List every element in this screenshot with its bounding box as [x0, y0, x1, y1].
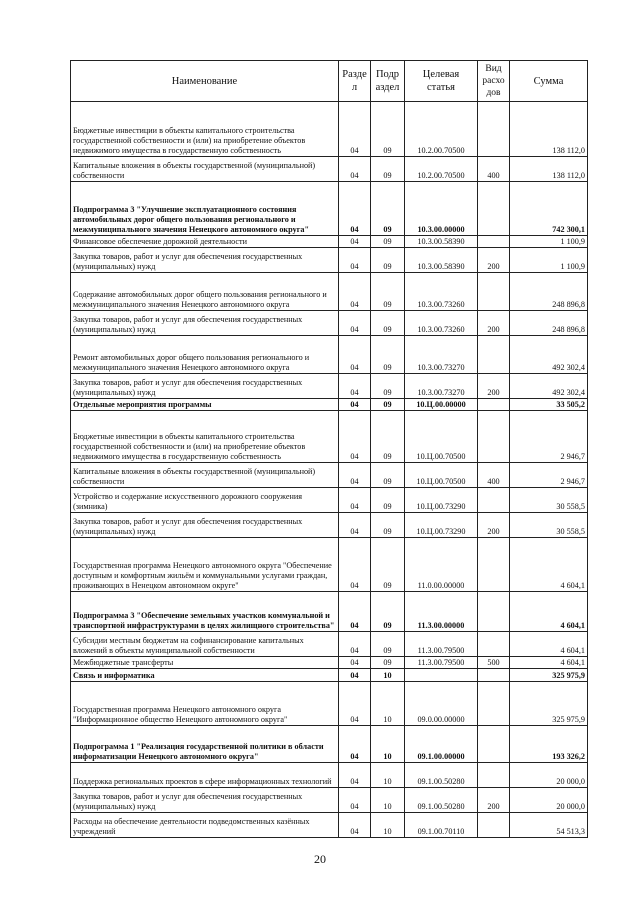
- cell-expense-type: [478, 399, 510, 411]
- cell-expense-type: [478, 632, 510, 657]
- header-name: Наименование: [71, 61, 339, 102]
- cell-expense-type: [478, 682, 510, 726]
- cell-target: 11.3.00.79500: [405, 632, 478, 657]
- cell-expense-type: 400: [478, 463, 510, 488]
- cell-name: Поддержка региональных проектов в сфере информационных технологий: [71, 763, 339, 788]
- cell-subsection: 10: [371, 726, 405, 763]
- table-row: [71, 726, 588, 763]
- cell-target: 10.2.00.70500: [405, 102, 478, 157]
- cell-name: Бюджетные инвестиции в объекты капитального строительства государственной собственности и (или) на приобретение объектов недвижимого имущества в государственную собственность: [71, 102, 339, 157]
- table-row: [71, 513, 588, 538]
- table-row: [71, 157, 588, 182]
- cell-subsection: 10: [371, 813, 405, 838]
- cell-amount: 4 604,1: [510, 657, 588, 669]
- cell-amount: 325 975,9: [510, 669, 588, 682]
- table-row: [71, 463, 588, 488]
- cell-target: 10.Ц.00.73290: [405, 488, 478, 513]
- table-row: [71, 682, 588, 726]
- cell-target: [405, 669, 478, 682]
- cell-amount: 33 505,2: [510, 399, 588, 411]
- cell-target: 10.3.00.58390: [405, 236, 478, 248]
- cell-amount: 248 896,8: [510, 311, 588, 336]
- table-row: [71, 374, 588, 399]
- cell-expense-type: [478, 488, 510, 513]
- table-row: [71, 248, 588, 273]
- cell-expense-type: 200: [478, 513, 510, 538]
- cell-name: Отдельные мероприятия программы: [71, 399, 339, 411]
- cell-expense-type: 200: [478, 248, 510, 273]
- cell-amount: 248 896,8: [510, 273, 588, 311]
- cell-amount: 20 000,0: [510, 763, 588, 788]
- cell-expense-type: [478, 669, 510, 682]
- cell-name: Капитальные вложения в объекты государственной (муниципальной) собственности: [71, 463, 339, 488]
- cell-target: 11.3.00.79500: [405, 657, 478, 669]
- cell-subsection: 09: [371, 374, 405, 399]
- cell-amount: 2 946,7: [510, 411, 588, 463]
- cell-section: 04: [339, 182, 371, 236]
- cell-name: Устройство и содержание искусственного дорожного сооружения (зимника): [71, 488, 339, 513]
- cell-target: 10.3.00.73270: [405, 374, 478, 399]
- cell-subsection: 09: [371, 273, 405, 311]
- cell-target: 10.Ц.00.00000: [405, 399, 478, 411]
- cell-expense-type: [478, 538, 510, 592]
- cell-target: 10.3.00.58390: [405, 248, 478, 273]
- header-section: Разде л: [339, 61, 371, 102]
- cell-section: 04: [339, 311, 371, 336]
- cell-subsection: 09: [371, 311, 405, 336]
- cell-subsection: 10: [371, 682, 405, 726]
- cell-name: Подпрограмма 1 "Реализация государственной политики в области информатизации Ненецкого автономного округа": [71, 726, 339, 763]
- table-row: [71, 102, 588, 157]
- cell-amount: 54 513,3: [510, 813, 588, 838]
- cell-expense-type: [478, 592, 510, 632]
- cell-subsection: 09: [371, 248, 405, 273]
- cell-amount: 4 604,1: [510, 632, 588, 657]
- cell-subsection: 09: [371, 632, 405, 657]
- cell-amount: 138 112,0: [510, 157, 588, 182]
- cell-section: 04: [339, 813, 371, 838]
- cell-section: 04: [339, 336, 371, 374]
- cell-subsection: 09: [371, 592, 405, 632]
- cell-amount: 492 302,4: [510, 374, 588, 399]
- cell-section: 04: [339, 763, 371, 788]
- cell-expense-type: 500: [478, 657, 510, 669]
- cell-amount: 4 604,1: [510, 538, 588, 592]
- cell-expense-type: [478, 102, 510, 157]
- cell-section: 04: [339, 399, 371, 411]
- header-expense-type: Вид расхо дов: [478, 61, 510, 102]
- cell-subsection: 09: [371, 513, 405, 538]
- table-row: [71, 411, 588, 463]
- cell-expense-type: [478, 763, 510, 788]
- cell-amount: 193 326,2: [510, 726, 588, 763]
- cell-subsection: 09: [371, 488, 405, 513]
- table-row: [71, 763, 588, 788]
- cell-target: 10.3.00.73260: [405, 273, 478, 311]
- cell-subsection: 09: [371, 538, 405, 592]
- cell-name: Расходы на обеспечение деятельности подведомственных казённых учреждений: [71, 813, 339, 838]
- cell-amount: 30 558,5: [510, 513, 588, 538]
- cell-amount: 1 100,9: [510, 236, 588, 248]
- cell-amount: 138 112,0: [510, 102, 588, 157]
- cell-target: 11.0.00.00000: [405, 538, 478, 592]
- cell-amount: 2 946,7: [510, 463, 588, 488]
- table-row: [71, 669, 588, 682]
- cell-target: 09.0.00.00000: [405, 682, 478, 726]
- table-row: [71, 236, 588, 248]
- table-row: [71, 813, 588, 838]
- cell-target: 09.1.00.50280: [405, 788, 478, 813]
- cell-expense-type: [478, 236, 510, 248]
- cell-subsection: 09: [371, 236, 405, 248]
- budget-table: [70, 60, 588, 838]
- cell-target: 09.1.00.70110: [405, 813, 478, 838]
- cell-subsection: 09: [371, 411, 405, 463]
- table-row: [71, 336, 588, 374]
- table-row: [71, 592, 588, 632]
- cell-name: Закупка товаров, работ и услуг для обеспечения государственных (муниципальных) нужд: [71, 513, 339, 538]
- cell-section: 04: [339, 236, 371, 248]
- cell-subsection: 10: [371, 788, 405, 813]
- cell-amount: 325 975,9: [510, 682, 588, 726]
- cell-target: 10.Ц.00.70500: [405, 411, 478, 463]
- cell-name: Закупка товаров, работ и услуг для обеспечения государственных (муниципальных) нужд: [71, 374, 339, 399]
- cell-name: Закупка товаров, работ и услуг для обеспечения государственных (муниципальных) нужд: [71, 788, 339, 813]
- cell-target: 10.3.00.00000: [405, 182, 478, 236]
- cell-subsection: 09: [371, 182, 405, 236]
- cell-target: 10.3.00.73260: [405, 311, 478, 336]
- cell-amount: 742 300,1: [510, 182, 588, 236]
- cell-expense-type: [478, 726, 510, 763]
- header-subsection: Подр аздел: [371, 61, 405, 102]
- cell-amount: 492 302,4: [510, 336, 588, 374]
- cell-target: 10.Ц.00.73290: [405, 513, 478, 538]
- cell-expense-type: [478, 411, 510, 463]
- table-row: [71, 399, 588, 411]
- cell-target: 11.3.00.00000: [405, 592, 478, 632]
- cell-section: 04: [339, 669, 371, 682]
- cell-section: 04: [339, 513, 371, 538]
- cell-expense-type: 200: [478, 311, 510, 336]
- cell-section: 04: [339, 592, 371, 632]
- cell-section: 04: [339, 682, 371, 726]
- cell-section: 04: [339, 632, 371, 657]
- cell-expense-type: 200: [478, 374, 510, 399]
- cell-section: 04: [339, 102, 371, 157]
- table-row: [71, 538, 588, 592]
- table-header-row: [71, 61, 588, 102]
- cell-section: 04: [339, 657, 371, 669]
- cell-section: 04: [339, 157, 371, 182]
- cell-amount: 4 604,1: [510, 592, 588, 632]
- cell-name: Финансовое обеспечение дорожной деятельности: [71, 236, 339, 248]
- cell-section: 04: [339, 374, 371, 399]
- cell-target: 10.2.00.70500: [405, 157, 478, 182]
- cell-subsection: 09: [371, 463, 405, 488]
- table-row: [71, 273, 588, 311]
- cell-section: 04: [339, 726, 371, 763]
- cell-expense-type: [478, 273, 510, 311]
- table-row: [71, 311, 588, 336]
- cell-target: 09.1.00.50280: [405, 763, 478, 788]
- cell-name: Государственная программа Ненецкого автономного округа "Обеспечение доступным и комфортным жильём и коммунальными услугами граждан, проживающих в Ненецком автономном округе": [71, 538, 339, 592]
- table-row: [71, 182, 588, 236]
- table-row: [71, 788, 588, 813]
- cell-name: Закупка товаров, работ и услуг для обеспечения государственных (муниципальных) нужд: [71, 311, 339, 336]
- cell-section: 04: [339, 273, 371, 311]
- cell-section: 04: [339, 463, 371, 488]
- table-row: [71, 632, 588, 657]
- cell-target: 09.1.00.00000: [405, 726, 478, 763]
- header-target: Целевая статья: [405, 61, 478, 102]
- cell-name: Закупка товаров, работ и услуг для обеспечения государственных (муниципальных) нужд: [71, 248, 339, 273]
- cell-target: 10.3.00.73270: [405, 336, 478, 374]
- cell-name: Межбюджетные трансферты: [71, 657, 339, 669]
- cell-name: Ремонт автомобильных дорог общего пользования регионального и межмуниципального значения Ненецкого автономного округа: [71, 336, 339, 374]
- cell-amount: 1 100,9: [510, 248, 588, 273]
- cell-section: 04: [339, 248, 371, 273]
- cell-name: Капитальные вложения в объекты государственной (муниципальной) собственности: [71, 157, 339, 182]
- cell-expense-type: [478, 182, 510, 236]
- cell-expense-type: [478, 813, 510, 838]
- cell-name: Связь и информатика: [71, 669, 339, 682]
- cell-subsection: 09: [371, 657, 405, 669]
- header-amount: Сумма: [510, 61, 588, 102]
- cell-name: Подпрограмма 3 "Улучшение эксплуатационного состояния автомобильных дорог общего пользования регионального и межмуниципального значения Ненецкого автономного округа": [71, 182, 339, 236]
- page-number: 20: [314, 852, 326, 866]
- cell-expense-type: 400: [478, 157, 510, 182]
- cell-expense-type: [478, 336, 510, 374]
- cell-subsection: 09: [371, 399, 405, 411]
- cell-name: Содержание автомобильных дорог общего пользования регионального и межмуниципального значения Ненецкого автономного округа: [71, 273, 339, 311]
- table-row: [71, 657, 588, 669]
- table-row: [71, 488, 588, 513]
- cell-name: Подпрограмма 3 "Обеспечение земельных участков коммунальной и транспортной инфраструктурами в целях жилищного строительства": [71, 592, 339, 632]
- cell-section: 04: [339, 488, 371, 513]
- table-body: [71, 102, 588, 838]
- cell-amount: 30 558,5: [510, 488, 588, 513]
- cell-name: Государственная программа Ненецкого автономного округа "Информационное общество Ненецкого автономного округа": [71, 682, 339, 726]
- cell-subsection: 10: [371, 669, 405, 682]
- cell-subsection: 10: [371, 763, 405, 788]
- cell-subsection: 09: [371, 336, 405, 374]
- cell-section: 04: [339, 788, 371, 813]
- cell-amount: 20 000,0: [510, 788, 588, 813]
- cell-section: 04: [339, 411, 371, 463]
- cell-target: 10.Ц.00.70500: [405, 463, 478, 488]
- cell-expense-type: 200: [478, 788, 510, 813]
- cell-name: Субсидии местным бюджетам на софинансирование капитальных вложений в объекты муниципальной собственности: [71, 632, 339, 657]
- cell-subsection: 09: [371, 157, 405, 182]
- cell-name: Бюджетные инвестиции в объекты капитального строительства государственной собственности и (или) на приобретение объектов недвижимого имущества в государственную собственность: [71, 411, 339, 463]
- cell-section: 04: [339, 538, 371, 592]
- cell-subsection: 09: [371, 102, 405, 157]
